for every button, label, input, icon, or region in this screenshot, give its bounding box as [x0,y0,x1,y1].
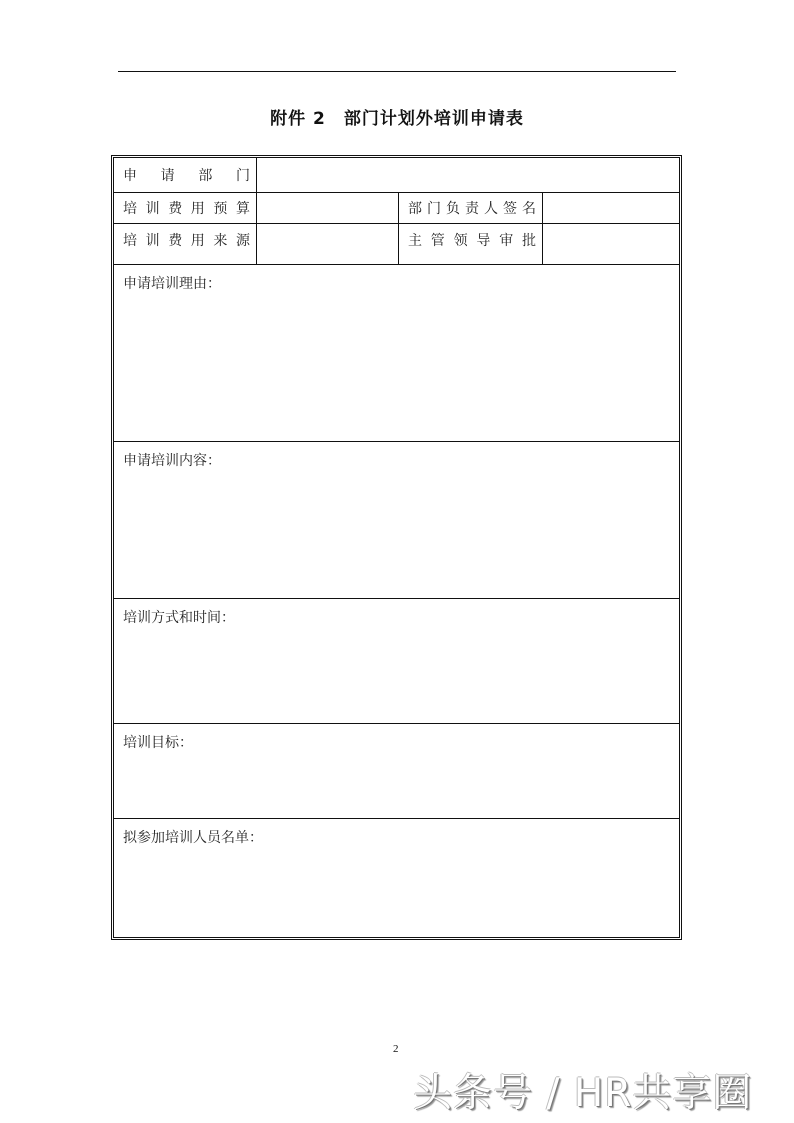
field-training-budget[interactable] [257,193,399,224]
section-label: 申请培训内容： [123,453,221,469]
watermark: 头条号 / HR共享圈 [413,1071,753,1116]
section-label: 拟参加培训人员名单： [123,830,263,846]
title-prefix: 附件 2 [270,109,326,129]
page-title [0,104,794,129]
field-dept-head-signature[interactable] [543,193,679,224]
label-training-budget: 培 训 费 用 预 算 [114,193,257,224]
section-training-goals[interactable] [114,724,679,819]
section-label: 申请培训理由： [123,276,221,292]
header-rule [118,71,676,72]
section-training-content[interactable] [114,442,679,599]
title-text: 部门计划外培训申请表 [343,109,524,129]
field-department[interactable] [257,158,679,193]
section-training-method-time[interactable] [114,599,679,724]
application-form-table [111,155,682,940]
label-department: 申 请 部 门 [114,158,257,193]
label-funding-source: 培 训 费 用 来 源 [114,224,257,265]
field-funding-source[interactable] [257,224,399,265]
page-number: 2 [393,1043,399,1055]
section-label: 培训方式和时间： [123,610,235,626]
label-supervisor-approval: 主 管 领 导 审 批 [399,224,543,265]
section-participant-list[interactable] [114,819,679,937]
section-label: 培训目标： [123,735,193,751]
field-supervisor-approval[interactable] [543,224,679,265]
section-training-reason[interactable] [114,265,679,442]
label-dept-head-signature: 部 门 负 责 人 签 名 [399,193,543,224]
